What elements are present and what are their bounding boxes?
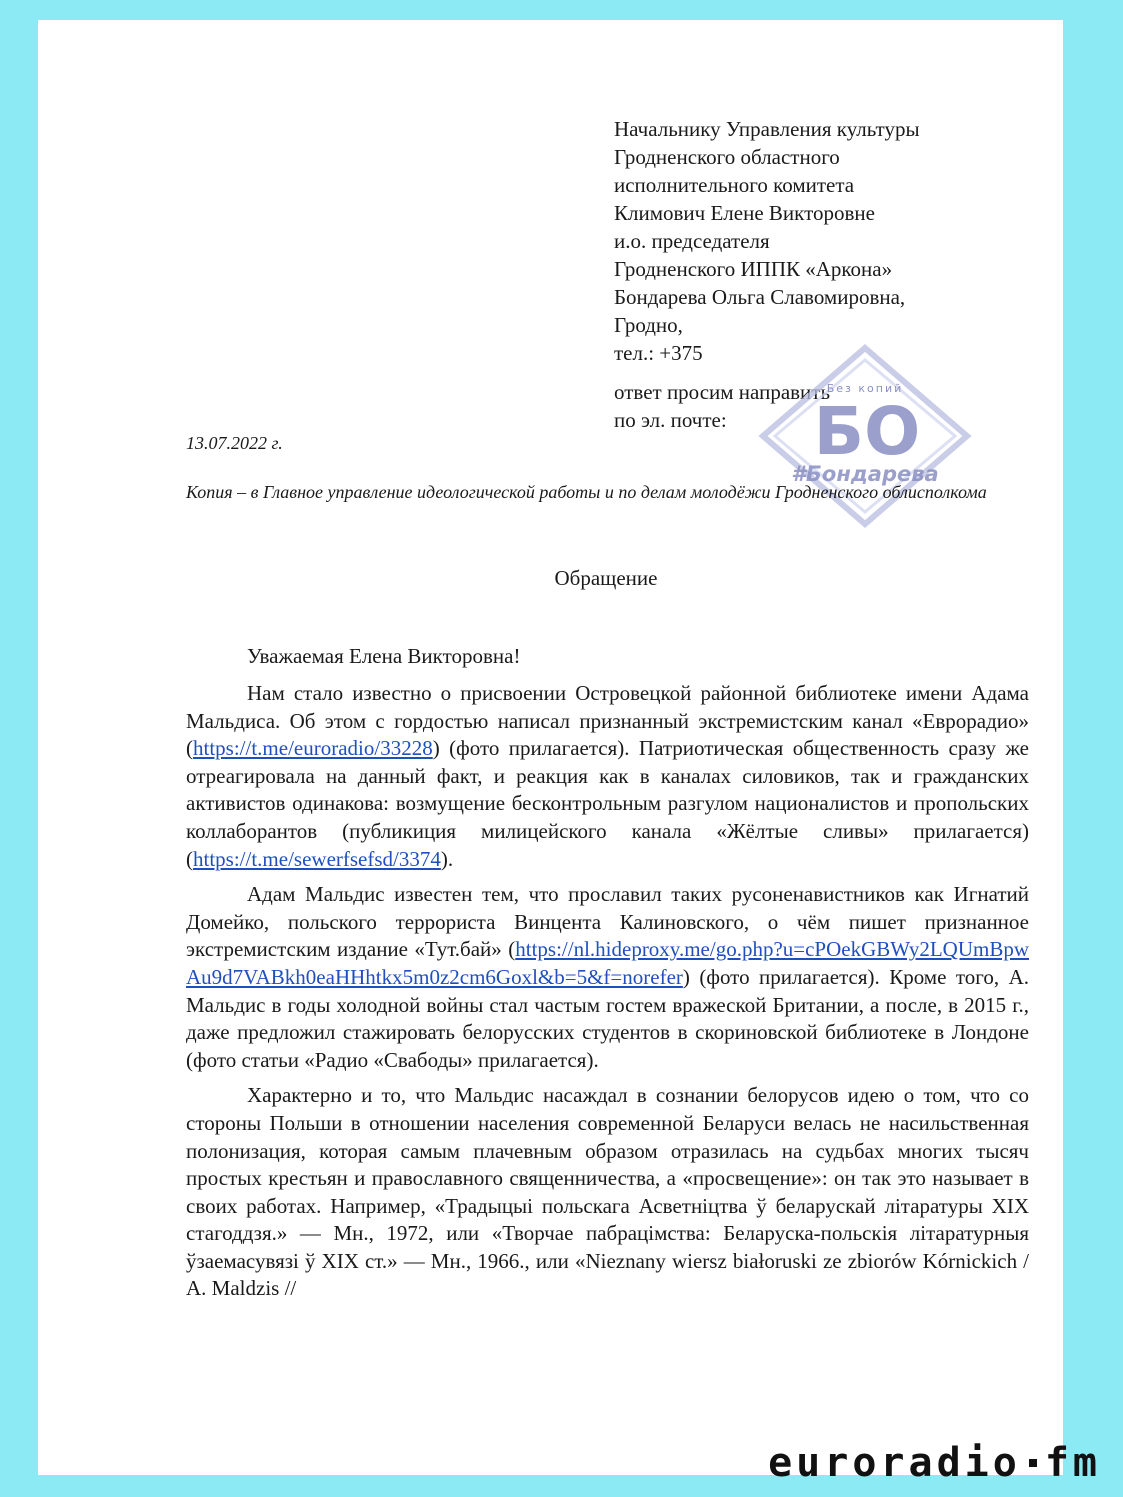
paragraph-2 bbox=[186, 881, 1029, 1074]
document-title: Обращение bbox=[554, 566, 658, 590]
copy-note: Копия – в Главное управление идеологической работы и по делам молодёжи Гродненского облисполкома bbox=[186, 482, 987, 502]
brand-dot-icon bbox=[1029, 1459, 1037, 1467]
paragraph-text: ) (фото прилагается). Кроме того, А. Мальдис в годы холодной войны стал частым гостем вражеской Британии, а после, в 2015 г., даже предложил стажировать белорусских студентов в скориновской библиотеке в Лондоне (фото статьи «Радио «Свабоды» прилагается). bbox=[186, 964, 1029, 1072]
addressee-block bbox=[614, 115, 1034, 367]
paragraph-text: Адам Мальдис известен тем, что прославил таких русоненавистников как Игнатий Домейко, польского террориста Винцента Калиновского, о чём пишет признанное экстремистским издание «Тут.бай» ( bbox=[186, 882, 1029, 962]
body-text bbox=[186, 680, 1029, 1311]
paragraph-text: ) (фото прилагается). Патриотическая общественность сразу же отреагировала на данный факт, и реакция как в каналах силовиков, так и гражданских активистов одинакова: возмущение бесконтрольным разгулом националистов и пропольских коллаборантов (публикиция милицейского канала «Жёлтые сливы» прилагается) ( bbox=[186, 736, 1029, 871]
reply-line-1: ответ просим направить bbox=[614, 380, 831, 404]
euroradio-link[interactable]: https://t.me/euroradio/33228 bbox=[193, 736, 433, 761]
brand-right: fm bbox=[1044, 1440, 1101, 1486]
addressee-line: Гродненского областного bbox=[614, 145, 840, 169]
addressee-line: исполнительного комитета bbox=[614, 173, 855, 197]
hideproxy-link[interactable]: https://nl.hideproxy.me/go.php?u=cPOekGBWy2LQUmBpwAu9d7VABkh0eaHHhtkx5m0z2cm6Goxl&b=5&f=norefer bbox=[186, 937, 1029, 989]
brand-left: euroradio bbox=[768, 1440, 1021, 1486]
stamp-hashtag: #Бондарева bbox=[791, 462, 939, 486]
greeting: Уважаемая Елена Викторовна! bbox=[247, 644, 521, 668]
addressee-line: Гродненского ИППК «Аркона» bbox=[614, 257, 893, 281]
paragraph-text: ). bbox=[440, 846, 454, 871]
addressee-line: тел.: +375 bbox=[614, 341, 703, 365]
paragraph-1 bbox=[186, 680, 1029, 873]
addressee-line: Начальнику Управления культуры bbox=[614, 117, 920, 141]
addressee-line: и.о. председателя bbox=[614, 229, 770, 253]
document-page bbox=[38, 20, 1063, 1475]
sewerfsefsd-link[interactable]: https://t.me/sewerfsefsd/3374 bbox=[193, 846, 441, 871]
stamp-letters: БО bbox=[813, 393, 921, 470]
stamp-top-text: Без копий bbox=[826, 382, 904, 395]
addressee-line: Климович Елене Викторовне bbox=[614, 201, 875, 225]
document-date: 13.07.2022 г. bbox=[186, 433, 283, 453]
paragraph-3: Характерно и то, что Мальдис насаждал в сознании белорусов идею о том, что со стороны Польши в отношении населения современной Беларуси велась не насильственная полонизация, которая самым плачевным образом отразилась на судьбах многих тысяч простых крестьян и православного священничества, а «просвещение»: он так это называет в своих работах. Например, «Традыцыі польскага Асветніцтва ў беларускай літаратуры XIX стагоддзя.» — Мн., 1972, или «Творчае пабрацімства: Беларуска-польскія літаратурныя ўзаемасувязі ў XIX ст.» — Мн., 1966., или «Nieznany wiersz białoruski ze zbiorów Kórnickich / A. Maldzis // bbox=[186, 1083, 1029, 1301]
reply-line-2: по эл. почте: bbox=[614, 408, 727, 432]
paragraph-text: Нам стало известно о присвоении Островецкой районной библиотеке имени Адама Мальдиса. Об этом с гордостью написал признанный экстремистским канал «Еврорадио» ( bbox=[186, 681, 1029, 761]
addressee-line: Гродно, bbox=[614, 313, 683, 337]
euroradio-logo bbox=[768, 1440, 1101, 1486]
addressee-line: Бондарева Ольга Славомировна, bbox=[614, 285, 906, 309]
